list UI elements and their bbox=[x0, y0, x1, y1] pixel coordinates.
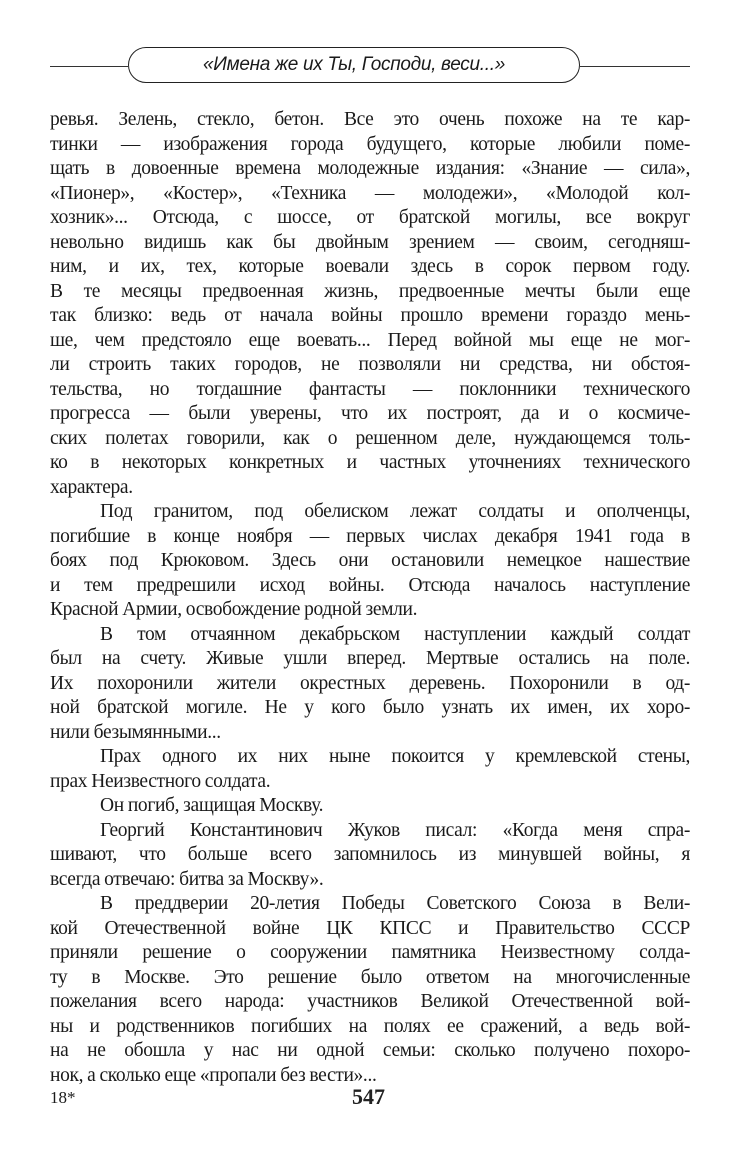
text-line: Под гранитом, под обелиском лежат солдаты и ополченцы, bbox=[100, 501, 690, 522]
text-line: пожелания всего народа: участников Великой Отечественной вой- bbox=[50, 991, 690, 1012]
text-line: ко в некоторых конкретных и частных уточнениях технического bbox=[50, 452, 690, 473]
text-line: характера. bbox=[50, 476, 133, 498]
text-line: щать в довоенные времена молодежные издания: «Знание — сила», bbox=[50, 158, 690, 179]
text-line: В преддверии 20-летия Победы Советского Союза в Вели- bbox=[100, 893, 690, 914]
text-line: кой Отечественной войне ЦК КПСС и Правительство СССР bbox=[50, 917, 690, 939]
signature-mark: 18* bbox=[50, 1088, 76, 1107]
text-line: всегда отвечаю: битва за Москву». bbox=[50, 868, 324, 890]
text-line: тинки — изображения города будущего, которые любили поме- bbox=[50, 133, 690, 155]
text-line: тельства, но тогдашние фантасты — поклонники технического bbox=[50, 378, 690, 400]
text-line: ны и родственников погибших на полях ее сражений, а ведь вой- bbox=[50, 1015, 690, 1037]
text-line: Красной Армии, освобождение родной земли. bbox=[50, 599, 418, 620]
paragraph bbox=[50, 819, 690, 893]
text-line: невольно видишь как бы двойным зрением — своим, сегодняш- bbox=[50, 231, 690, 253]
paragraph bbox=[50, 623, 690, 746]
text-line: Их похоронили жители окрестных деревень. Похоронили в од- bbox=[50, 672, 690, 694]
text-line: Он погиб, защищая Москву. bbox=[100, 795, 324, 816]
text-line: боях под Крюковом. Здесь они остановили немецкое нашествие bbox=[50, 550, 690, 571]
paragraph bbox=[50, 794, 690, 819]
paragraph bbox=[50, 892, 690, 1088]
running-title: «Имена же их Ты, Господи, веси...» bbox=[203, 54, 505, 75]
text-line: на не обошла у нас ни одной семьи: сколько получено похоро- bbox=[50, 1040, 690, 1061]
text-line: ли строить таких городов, не позволяли ни средства, ни обстоя- bbox=[50, 354, 690, 375]
text-line: ту в Москве. Это решение было ответом на многочисленные bbox=[50, 966, 690, 988]
page-number: 547 bbox=[352, 1084, 385, 1109]
paragraph bbox=[50, 108, 690, 500]
text-line: «Пионер», «Костер», «Техника — молодежи», «Молодой кол- bbox=[50, 182, 690, 204]
text-line: ше, чем предстояло еще воевать... Перед войной мы еще не мог- bbox=[50, 329, 690, 351]
header-rule-right bbox=[580, 66, 690, 67]
text-line: Прах одного их них ныне покоится у кремлевской стены, bbox=[100, 746, 690, 767]
text-line: ских полетах говорили, как о решенном деле, нуждающемся толь- bbox=[50, 427, 690, 449]
paragraph bbox=[50, 500, 690, 623]
text-line: нок, а сколько еще «пропали без вести»... bbox=[50, 1064, 377, 1086]
text-line: В те месяцы предвоенная жизнь, предвоенные мечты были еще bbox=[50, 280, 690, 302]
text-line: ной братской могиле. Не у кого было узнать их имен, их хоро- bbox=[50, 697, 690, 718]
text-line: прогресса — были уверены, что их построят, да и о космиче- bbox=[50, 403, 690, 424]
text-line: так близко: ведь от начала войны прошло времени гораздо мень- bbox=[50, 305, 690, 326]
page-body-text bbox=[50, 108, 690, 1088]
text-line: прах Неизвестного солдата. bbox=[50, 770, 271, 792]
text-line: В том отчаянном декабрьском наступлении каждый солдат bbox=[100, 623, 690, 645]
text-line: ним, и их, тех, которые воевали здесь в сорок первом году. bbox=[50, 256, 690, 277]
text-line: ревья. Зелень, стекло, бетон. Все это очень похоже на те кар- bbox=[50, 109, 690, 130]
text-line: шивают, что больше всего запомнилось из минувшей войны, я bbox=[50, 844, 690, 865]
text-line: хозник»... Отсюда, с шоссе, от братской могилы, все вокруг bbox=[50, 207, 690, 228]
text-line: Георгий Константинович Жуков писал: «Когда меня спра- bbox=[100, 819, 690, 841]
header-rule-left bbox=[50, 66, 128, 67]
running-header bbox=[128, 47, 580, 83]
text-line: был на счету. Живые ушли вперед. Мертвые остались на поле. bbox=[50, 648, 690, 669]
text-line: нили безымянными... bbox=[50, 721, 221, 743]
text-line: приняли решение о сооружении памятника Неизвестному солда- bbox=[50, 942, 690, 963]
text-line: погибшие в конце ноября — первых числах декабря 1941 года в bbox=[50, 525, 690, 547]
paragraph bbox=[50, 745, 690, 794]
text-line: и тем предрешили исход войны. Отсюда началось наступление bbox=[50, 574, 690, 596]
